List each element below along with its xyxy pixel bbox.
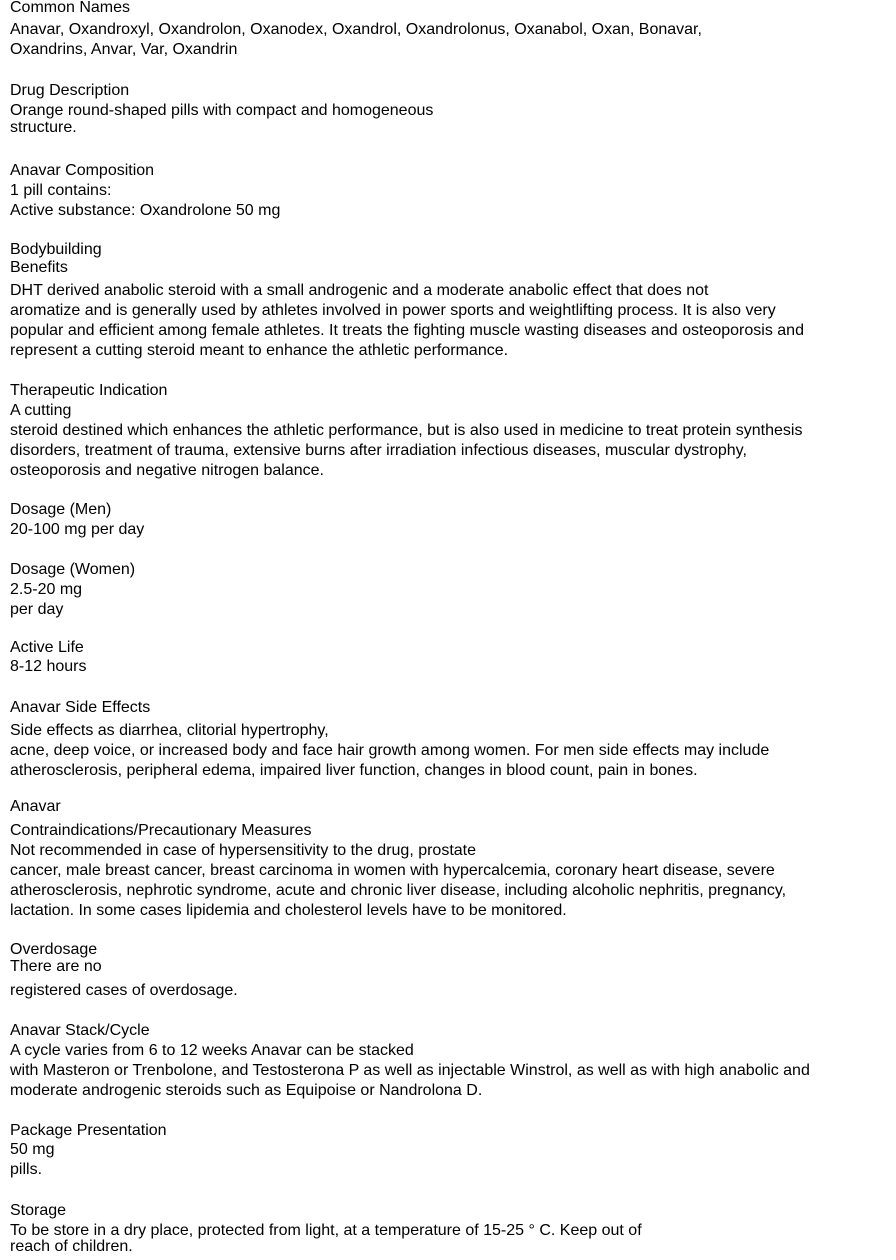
section-heading: Bodybuilding <box>10 241 102 258</box>
section-text: There are no <box>10 958 102 975</box>
section-text: per day <box>10 601 64 618</box>
section-text: Orange round-shaped pills with compact and homogeneous <box>10 102 434 119</box>
section-heading: Active Life <box>10 639 84 656</box>
section-text: 20-100 mg per day <box>10 521 145 538</box>
section-text: A cycle varies from 6 to 12 weeks Anavar can be stacked <box>10 1042 414 1059</box>
section-text: steroid destined which enhances the athletic performance, but is also used in medicine to treat protein synthesis <box>10 422 803 439</box>
section-text: moderate androgenic steroids such as Equipoise or Nandrolona D. <box>10 1082 483 1099</box>
section-heading: Dosage (Men) <box>10 501 112 518</box>
section-text: pills. <box>10 1161 43 1178</box>
section-heading: Anavar Stack/Cycle <box>10 1022 150 1039</box>
section-heading: Contraindications/Precautionary Measures <box>10 822 312 839</box>
section-text: popular and efficient among female athletes. It treats the fighting muscle wasting diseases and osteoporosis and <box>10 322 804 339</box>
section-heading: Common Names <box>10 0 131 16</box>
section-text: atherosclerosis, nephrotic syndrome, acute and chronic liver disease, including alcoholic nephritis, pregnancy, <box>10 882 787 899</box>
section-text: osteoporosis and negative nitrogen balance. <box>10 462 324 479</box>
section-heading: Overdosage <box>10 941 98 958</box>
section-text: aromatize and is generally used by athletes involved in power sports and weightlifting process. It is also very <box>10 302 776 319</box>
section-heading: Package Presentation <box>10 1122 167 1139</box>
section-text: acne, deep voice, or increased body and face hair growth among women. For men side effects may include <box>10 742 770 759</box>
section-text: lactation. In some cases lipidemia and cholesterol levels have to be monitored. <box>10 902 567 919</box>
section-heading: Drug Description <box>10 82 130 99</box>
section-text: Anavar, Oxandroxyl, Oxandrolon, Oxanodex, Oxandrol, Oxandrolonus, Oxanabol, Oxan, Bonavar, <box>10 21 702 38</box>
section-text: atherosclerosis, peripheral edema, impaired liver function, changes in blood count, pain in bones. <box>10 762 698 779</box>
section-heading: Storage <box>10 1202 67 1219</box>
section-text: with Masteron or Trenbolone, and Testosterona P as well as injectable Winstrol, as well as with high anabolic and <box>10 1062 810 1079</box>
section-text: reach of children. <box>10 1238 133 1255</box>
section-heading: Therapeutic Indication <box>10 382 168 399</box>
section-text: Not recommended in case of hypersensitivity to the drug, prostate <box>10 842 477 859</box>
section-text: 1 pill contains: <box>10 182 112 199</box>
section-text: A cutting <box>10 402 72 419</box>
section-text: Oxandrins, Anvar, Var, Oxandrin <box>10 41 238 58</box>
section-heading: Benefits <box>10 259 68 276</box>
section-text: Active substance: Oxandrolone 50 mg <box>10 202 281 219</box>
section-text: disorders, treatment of trauma, extensive burns after irradiation infectious diseases, muscular dystrophy, <box>10 442 747 459</box>
section-text: Side effects as diarrhea, clitorial hypertrophy, <box>10 722 329 739</box>
section-heading: Anavar <box>10 798 61 815</box>
section-text: structure. <box>10 119 77 136</box>
section-text: 8-12 hours <box>10 658 87 675</box>
section-text: DHT derived anabolic steroid with a small androgenic and a moderate anabolic effect that does not <box>10 282 709 299</box>
section-heading: Dosage (Women) <box>10 561 136 578</box>
section-text: 50 mg <box>10 1141 55 1158</box>
section-text: To be store in a dry place, protected from light, at a temperature of 15-25 ° C. Keep out of <box>10 1222 642 1239</box>
section-text: 2.5-20 mg <box>10 581 83 598</box>
section-text: registered cases of overdosage. <box>10 982 238 999</box>
section-text: cancer, male breast cancer, breast carcinoma in women with hypercalcemia, coronary heart disease, severe <box>10 862 775 879</box>
section-heading: Anavar Side Effects <box>10 699 151 716</box>
section-text: represent a cutting steroid meant to enhance the athletic performance. <box>10 342 509 359</box>
section-heading: Anavar Composition <box>10 162 155 179</box>
